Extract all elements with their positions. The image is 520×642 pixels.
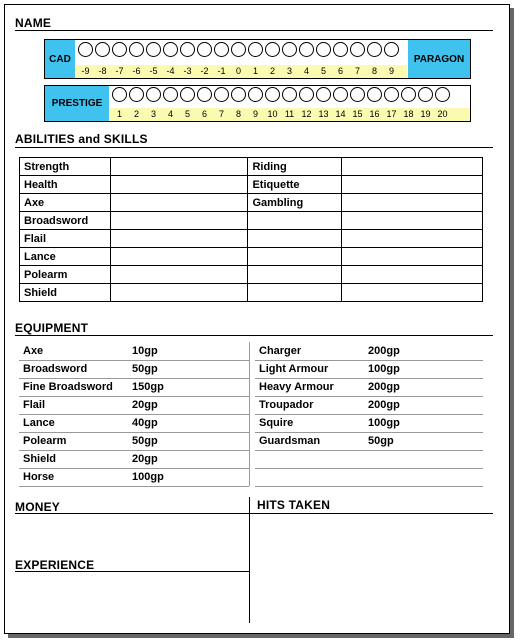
equipment-item: Troupador <box>259 399 314 411</box>
prestige-circle[interactable] <box>248 87 263 102</box>
equipment-row <box>19 432 249 451</box>
ability-name: Strength <box>20 158 111 176</box>
cad-circle[interactable] <box>384 42 399 57</box>
equipment-item: Heavy Armour <box>259 381 334 393</box>
skill-name <box>248 248 342 266</box>
ability-value-cell[interactable] <box>111 248 248 266</box>
prestige-number: 10 <box>267 109 278 119</box>
cad-number: -2 <box>200 66 209 76</box>
equipment-rule <box>15 335 493 336</box>
ability-row <box>20 158 483 176</box>
cad-number: -5 <box>149 66 158 76</box>
ability-row <box>20 176 483 194</box>
equipment-item: Flail <box>23 399 46 411</box>
cad-number: -6 <box>132 66 141 76</box>
ability-row <box>20 266 483 284</box>
equipment-row <box>19 378 249 397</box>
skill-name: Gambling <box>248 194 342 212</box>
prestige-circle[interactable] <box>112 87 127 102</box>
equipment-price: 200gp <box>368 345 400 357</box>
equipment-item: Axe <box>23 345 44 357</box>
prestige-circle[interactable] <box>197 87 212 102</box>
skill-value-cell[interactable] <box>342 230 483 248</box>
equipment-row <box>19 450 249 469</box>
equipment-price: 10gp <box>132 345 158 357</box>
ability-name: Axe <box>20 194 111 212</box>
prestige-circle[interactable] <box>350 87 365 102</box>
prestige-circle[interactable] <box>214 87 229 102</box>
skill-value-cell[interactable] <box>342 158 483 176</box>
prestige-number: 5 <box>184 109 190 119</box>
equipment-heading: EQUIPMENT <box>15 321 89 335</box>
bottom-divider <box>249 497 250 623</box>
cad-circle[interactable] <box>214 42 229 57</box>
skill-value-cell[interactable] <box>342 266 483 284</box>
prestige-number: 1 <box>116 109 122 119</box>
ability-row <box>20 194 483 212</box>
equipment-row <box>255 468 483 487</box>
prestige-circle[interactable] <box>299 87 314 102</box>
ability-row <box>20 230 483 248</box>
cad-number: 8 <box>371 66 377 76</box>
cad-circle[interactable] <box>163 42 178 57</box>
prestige-number: 6 <box>201 109 207 119</box>
prestige-track <box>44 85 471 122</box>
prestige-circle[interactable] <box>401 87 416 102</box>
cad-number-row <box>76 65 407 78</box>
hits-taken-heading: HITS TAKEN <box>257 498 331 512</box>
equipment-row <box>255 342 483 361</box>
prestige-scale <box>110 86 470 121</box>
cad-circle[interactable] <box>95 42 110 57</box>
equipment-price: 50gp <box>132 435 158 447</box>
prestige-number: 16 <box>369 109 380 119</box>
abilities-rule <box>15 147 493 148</box>
prestige-number: 14 <box>335 109 346 119</box>
skill-name <box>248 266 342 284</box>
cad-circles <box>76 42 407 59</box>
prestige-number: 12 <box>301 109 312 119</box>
ability-value-cell[interactable] <box>111 194 248 212</box>
equipment-item: Squire <box>259 417 294 429</box>
equipment-price: 200gp <box>368 399 400 411</box>
experience-heading: EXPERIENCE <box>15 558 95 572</box>
equipment-price: 20gp <box>132 399 158 411</box>
equipment-row <box>19 360 249 379</box>
equipment-price: 50gp <box>132 363 158 375</box>
experience-rule <box>15 571 249 572</box>
prestige-number: 9 <box>252 109 258 119</box>
prestige-number: 20 <box>437 109 448 119</box>
equipment-price: 100gp <box>368 363 400 375</box>
hits-taken-rule <box>249 513 493 514</box>
cad-paragon-track <box>44 39 471 79</box>
equipment-row <box>19 396 249 415</box>
prestige-number: 15 <box>352 109 363 119</box>
prestige-number: 17 <box>386 109 397 119</box>
cad-circle[interactable] <box>146 42 161 57</box>
ability-value-cell[interactable] <box>111 212 248 230</box>
ability-value-cell[interactable] <box>111 230 248 248</box>
skill-name: Etiquette <box>248 176 342 194</box>
ability-row <box>20 248 483 266</box>
ability-name: Polearm <box>20 266 111 284</box>
cad-number: -7 <box>115 66 124 76</box>
equipment-item: Horse <box>23 471 55 483</box>
prestige-label: PRESTIGE <box>45 86 109 121</box>
equipment-item: Light Armour <box>259 363 329 375</box>
prestige-number: 11 <box>284 109 295 119</box>
cad-number: -8 <box>98 66 107 76</box>
cad-number: 7 <box>354 66 360 76</box>
prestige-circle[interactable] <box>129 87 144 102</box>
cad-circle[interactable] <box>282 42 297 57</box>
cad-scale <box>76 40 407 78</box>
prestige-number-row <box>110 108 470 121</box>
skill-value-cell[interactable] <box>342 212 483 230</box>
prestige-circle[interactable] <box>418 87 433 102</box>
money-heading: MONEY <box>15 500 61 514</box>
ability-row <box>20 284 483 302</box>
ability-name: Lance <box>20 248 111 266</box>
cad-number: -3 <box>183 66 192 76</box>
ability-name: Broadsword <box>20 212 111 230</box>
cad-number: 3 <box>286 66 292 76</box>
equipment-row <box>255 360 483 379</box>
ability-name: Shield <box>20 284 111 302</box>
cad-number: -9 <box>81 66 90 76</box>
name-rule <box>15 30 493 31</box>
equipment-price: 100gp <box>368 417 400 429</box>
equipment-item: Broadsword <box>23 363 88 375</box>
cad-circle[interactable] <box>316 42 331 57</box>
prestige-number: 13 <box>318 109 329 119</box>
skill-name <box>248 284 342 302</box>
prestige-number: 4 <box>167 109 173 119</box>
abilities-table <box>19 157 483 302</box>
prestige-circle[interactable] <box>146 87 161 102</box>
prestige-circle[interactable] <box>180 87 195 102</box>
equipment-item: Charger <box>259 345 302 357</box>
prestige-number: 2 <box>133 109 139 119</box>
cad-circle[interactable] <box>299 42 314 57</box>
ability-row <box>20 212 483 230</box>
cad-circle[interactable] <box>265 42 280 57</box>
cad-number: -1 <box>217 66 226 76</box>
equipment-price: 200gp <box>368 381 400 393</box>
equipment-row <box>255 396 483 415</box>
paragon-label: PARAGON <box>408 40 470 78</box>
cad-circle[interactable] <box>180 42 195 57</box>
equipment-row <box>255 450 483 469</box>
cad-number: -4 <box>166 66 175 76</box>
equipment-row <box>19 468 249 487</box>
cad-circle[interactable] <box>231 42 246 57</box>
skill-value-cell[interactable] <box>342 284 483 302</box>
skill-value-cell[interactable] <box>342 194 483 212</box>
cad-number: 5 <box>320 66 326 76</box>
ability-value-cell[interactable] <box>111 176 248 194</box>
cad-number: 2 <box>269 66 275 76</box>
prestige-circle[interactable] <box>163 87 178 102</box>
cad-number: 9 <box>388 66 394 76</box>
prestige-circle[interactable] <box>231 87 246 102</box>
cad-number: 1 <box>252 66 258 76</box>
equipment-item: Guardsman <box>259 435 321 447</box>
equipment-row <box>255 432 483 451</box>
name-heading: NAME <box>15 16 52 30</box>
equipment-price: 40gp <box>132 417 158 429</box>
cad-circle[interactable] <box>129 42 144 57</box>
ability-value-cell[interactable] <box>111 158 248 176</box>
equipment-row <box>19 414 249 433</box>
cad-number: 4 <box>303 66 309 76</box>
equipment-row <box>255 414 483 433</box>
prestige-number: 8 <box>235 109 241 119</box>
character-sheet <box>4 4 510 634</box>
prestige-circle[interactable] <box>265 87 280 102</box>
prestige-number: 18 <box>403 109 414 119</box>
ability-value-cell[interactable] <box>111 284 248 302</box>
skill-value-cell[interactable] <box>342 176 483 194</box>
prestige-number: 19 <box>420 109 431 119</box>
money-rule <box>15 513 249 514</box>
equipment-item: Polearm <box>23 435 67 447</box>
cad-circle[interactable] <box>367 42 382 57</box>
equipment-item: Shield <box>23 453 57 465</box>
ability-name: Health <box>20 176 111 194</box>
prestige-circle[interactable] <box>333 87 348 102</box>
prestige-circle[interactable] <box>282 87 297 102</box>
ability-name: Flail <box>20 230 111 248</box>
prestige-circle[interactable] <box>384 87 399 102</box>
prestige-number: 3 <box>150 109 156 119</box>
equipment-price: 150gp <box>132 381 164 393</box>
cad-label: CAD <box>45 40 75 78</box>
cad-circle[interactable] <box>197 42 212 57</box>
equipment-row <box>19 342 249 361</box>
equipment-price: 50gp <box>368 435 394 447</box>
prestige-circle[interactable] <box>367 87 382 102</box>
cad-number: 6 <box>337 66 343 76</box>
equipment-divider <box>249 342 250 486</box>
skill-name <box>248 212 342 230</box>
prestige-number: 7 <box>218 109 224 119</box>
cad-circle[interactable] <box>112 42 127 57</box>
skill-value-cell[interactable] <box>342 248 483 266</box>
cad-circle[interactable] <box>248 42 263 57</box>
cad-circle[interactable] <box>78 42 93 57</box>
equipment-price: 20gp <box>132 453 158 465</box>
skill-name <box>248 230 342 248</box>
equipment-item: Fine Broadsword <box>23 381 113 393</box>
ability-value-cell[interactable] <box>111 266 248 284</box>
prestige-circle[interactable] <box>316 87 331 102</box>
equipment-row <box>255 378 483 397</box>
prestige-circle[interactable] <box>435 87 450 102</box>
cad-circle[interactable] <box>333 42 348 57</box>
equipment-item: Lance <box>23 417 55 429</box>
equipment-price: 100gp <box>132 471 164 483</box>
abilities-heading: ABILITIES and SKILLS <box>15 132 148 146</box>
prestige-circles <box>110 87 470 104</box>
skill-name: Riding <box>248 158 342 176</box>
cad-circle[interactable] <box>350 42 365 57</box>
cad-number: 0 <box>235 66 241 76</box>
